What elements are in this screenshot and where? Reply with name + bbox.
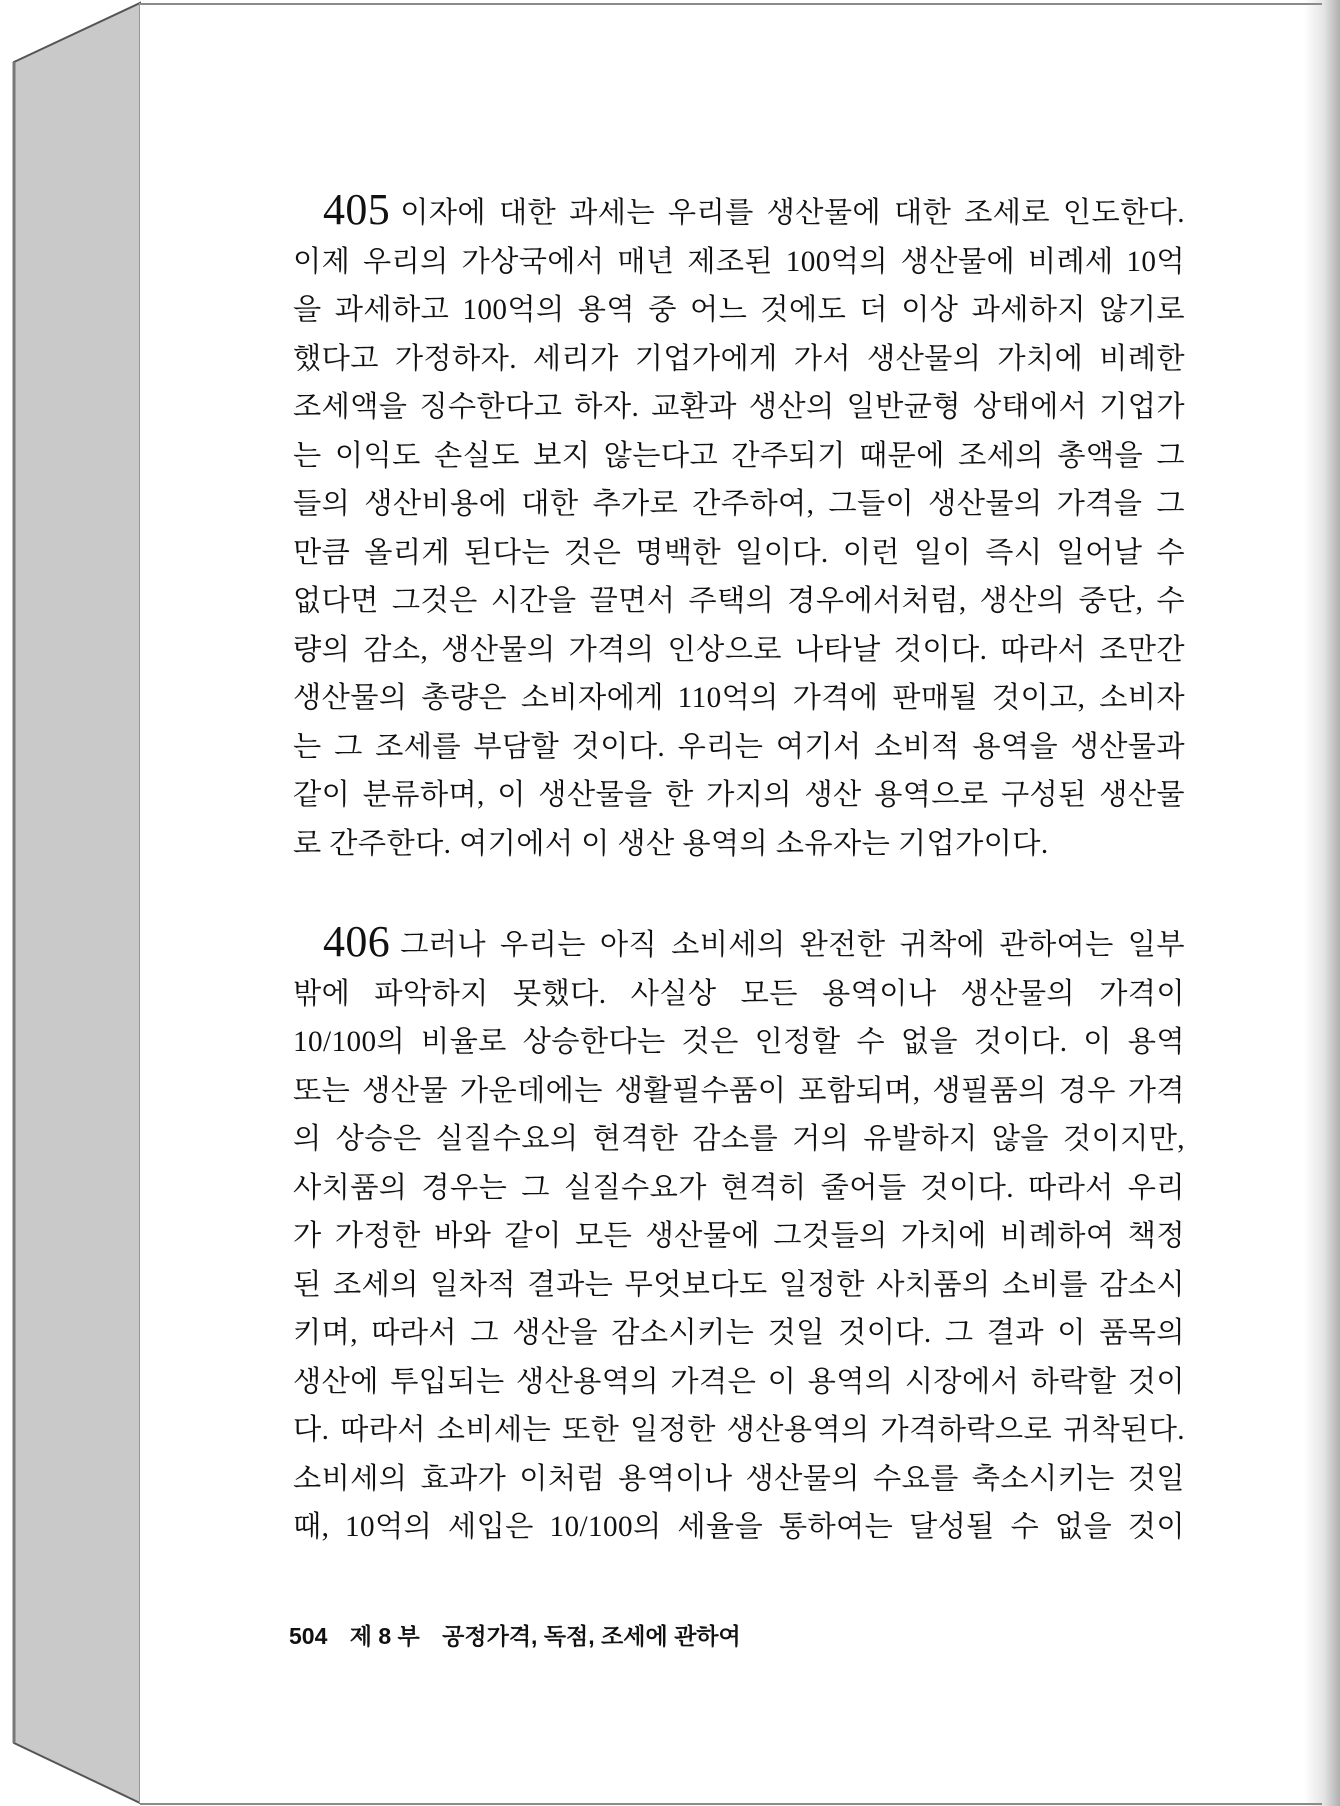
paragraph-405 <box>293 186 1185 868</box>
text-line: 밖에 파악하지 못했다. 사실상 모든 용역이나 생산물의 가격이 <box>293 977 1185 1010</box>
part-label: 제 8 부 <box>349 1623 420 1649</box>
text-line: 들의 생산비용에 대한 추가로 간주하여, 그들이 생산물의 가격을 그 <box>293 488 1185 520</box>
page-number: 504 <box>289 1623 328 1649</box>
page-footer <box>289 1618 757 1651</box>
text-line: 는 이익도 손실도 보지 않는다고 간주되기 때문에 조세의 총액을 그 <box>293 439 1185 472</box>
text-line: 로 간주한다. 여기에서 이 생산 용역의 소유자는 기업가이다. <box>293 827 1049 860</box>
text-line: 소비세의 효과가 이처럼 용역이나 생산물의 수요를 축소시키는 것일 <box>293 1462 1185 1495</box>
text-line: 량의 감소, 생산물의 가격의 인상으로 나타날 것이다. 따라서 조만간 <box>293 633 1185 666</box>
text-line: 이제 우리의 가상국에서 매년 제조된 100억의 생산물에 비례세 10억 <box>293 245 1185 278</box>
text-line: 의 상승은 실질수요의 현격한 감소를 거의 유발하지 않을 것이지만, <box>293 1123 1185 1155</box>
text-line: 다. 따라서 소비세는 또한 일정한 생산용역의 가격하락으로 귀착된다. <box>293 1414 1185 1446</box>
text-line: 또는 생산물 가운데에는 생활필수품이 포함되며, 생필품의 경우 가격 <box>293 1074 1185 1107</box>
text-line: 때, 10억의 세입은 10/100의 세율을 통하여는 달성될 수 없을 것이 <box>293 1511 1185 1543</box>
text-line: 이자에 대한 과세는 우리를 생산물에 대한 조세로 인도한다. <box>400 197 1185 229</box>
book-spine <box>0 0 150 1806</box>
text-line: 는 그 조세를 부담할 것이다. 우리는 여기서 소비적 용역을 생산물과 <box>293 730 1185 763</box>
paragraph-number: 405 <box>323 185 391 234</box>
paragraph-first-line <box>293 186 1185 238</box>
text-line: 했다고 가정하자. 세리가 기업가에게 가서 생산물의 가치에 비례한 <box>293 342 1185 375</box>
text-line: 을 과세하고 100억의 용역 중 어느 것에도 더 이상 과세하지 않기로 <box>293 294 1185 326</box>
text-line: 키며, 따라서 그 생산을 감소시키는 것일 것이다. 그 결과 이 품목의 <box>293 1317 1185 1349</box>
text-line: 그러나 우리는 아직 소비세의 완전한 귀착에 관하여는 일부 <box>400 929 1185 961</box>
text-line: 만큼 올리게 된다는 것은 명백한 일이다. 이런 일이 즉시 일어날 수 <box>293 536 1185 569</box>
text-line: 가 가정한 바와 같이 모든 생산물에 그것들의 가치에 비례하여 책정 <box>293 1220 1185 1252</box>
text-line: 조세액을 징수한다고 하자. 교환과 생산의 일반균형 상태에서 기업가 <box>293 391 1185 423</box>
paragraph-number: 406 <box>323 917 391 966</box>
text-line: 10/100의 비율로 상승한다는 것은 인정할 수 없을 것이다. 이 용역 <box>293 1026 1185 1058</box>
paragraph-first-line <box>293 918 1185 970</box>
text-line: 생산에 투입되는 생산용역의 가격은 이 용역의 시장에서 하락할 것이 <box>293 1365 1185 1398</box>
text-line: 생산물의 총량은 소비자에게 110억의 가격에 판매될 것이고, 소비자 <box>293 682 1185 714</box>
text-line: 없다면 그것은 시간을 끌면서 주택의 경우에서처럼, 생산의 중단, 수 <box>293 585 1185 617</box>
text-line: 된 조세의 일차적 결과는 무엇보다도 일정한 사치품의 소비를 감소시 <box>293 1268 1185 1301</box>
page-edge-shadow <box>1304 0 1340 1806</box>
paragraph-406 <box>293 918 1185 1552</box>
book-spine-shape <box>0 0 150 1806</box>
text-line: 같이 분류하며, 이 생산물을 한 가지의 생산 용역으로 구성된 생산물 <box>293 779 1185 811</box>
text-line: 사치품의 경우는 그 실질수요가 현격히 줄어들 것이다. 따라서 우리 <box>293 1171 1185 1204</box>
section-title: 공정가격, 독점, 조세에 관하여 <box>442 1623 741 1649</box>
